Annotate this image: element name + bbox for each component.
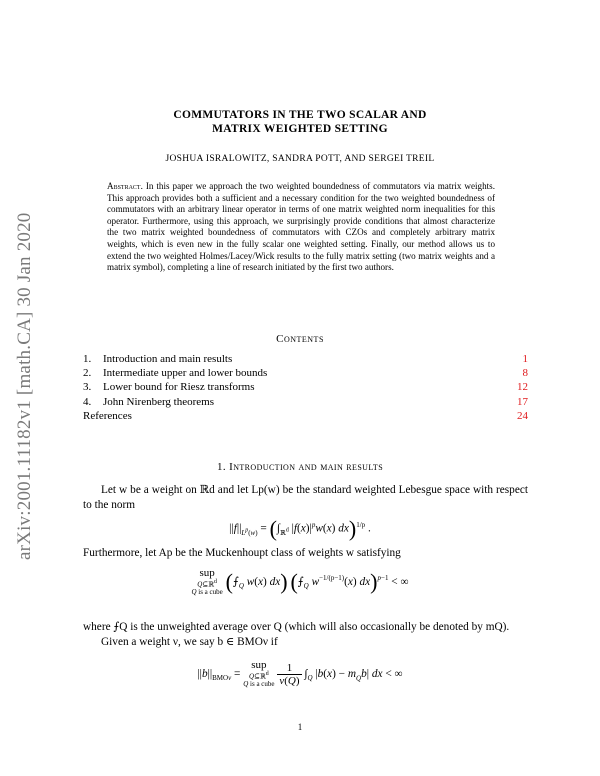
- toc-number: 2.: [83, 367, 92, 380]
- paragraph-average: where ⨍Q is the unweighted average over Q (which will also occasionally be denoted by mQ).: [83, 621, 510, 633]
- equation-weighted-norm: $||f||_{L^p(w)} = (\int_{ℝ^d}$ $|f(x)|^pw(x)$ dx)$^{1/p}$ .: [229, 516, 371, 541]
- toc-title: Lower bound for Riesz transforms: [103, 381, 255, 394]
- paragraph-weight-definition: Let w be a weight on ℝd and let Lp(w) be the standard weighted Lebesgue space with respect to the norm: [83, 484, 528, 511]
- toc-title: Intermediate upper and lower bounds: [103, 367, 268, 380]
- abstract-label: Abstract.: [107, 181, 143, 191]
- toc-page-link[interactable]: 24: [517, 409, 528, 422]
- toc-page-link[interactable]: 8: [522, 367, 528, 380]
- toc-number: 3.: [83, 381, 92, 394]
- toc-number: 1.: [83, 353, 92, 365]
- toc-page-link[interactable]: 17: [517, 395, 528, 408]
- table-of-contents: [83, 352, 528, 423]
- toc-row[interactable]: [83, 352, 528, 366]
- paper-title-line-1: COMMUTATORS IN THE TWO SCALAR AND: [173, 109, 427, 121]
- contents-heading: Contents: [276, 333, 324, 345]
- toc-row[interactable]: [83, 409, 528, 423]
- paragraph-bmo: Given a weight ν, we say b ∈ BMOν if: [101, 636, 278, 648]
- paragraph-muckenhoupt: Furthermore, let Ap be the Muckenhoupt class of weights w satisfying: [83, 547, 401, 559]
- toc-row[interactable]: [83, 366, 528, 380]
- toc-title: Introduction and main results: [103, 353, 233, 365]
- toc-row[interactable]: [83, 395, 528, 409]
- abstract-text: In this paper we approach the two weighted boundedness of commutators via matrix weights. This approach provides both a sufficient and a necessary condition for the two weighted boundedness of commutators with an arbitrary linear operator in terms of one matrix weighted norm inequalities for this operator. Furthermore, using this approach, we surprisingly provide conditions that almost characterize the two matrix weighted boundedness of commutators with CZOs and completely arbitrary matrix weights, which is even new in the fully scalar one weighted setting. Finally, our method allows us to extend the two weighted Holmes/Lacey/Wick results to the fully matrix setting (two matrix weights and a matrix symbol), completing a line of research initiated by the first two authors.: [107, 181, 495, 273]
- equation-bmo-norm: $||b||_{BMO\nu}$ = sup Q⊆ℝ$^d$ Q is a cube $\frac{1}{\nu(Q)}$ $\int_Q$ $|b(x) - m_Qb|$ dx < ∞: [197, 659, 403, 689]
- toc-page-link[interactable]: 1: [522, 353, 528, 365]
- arxiv-identifier: arXiv:2001.11182v1 [math.CA] 30 Jan 2020: [14, 212, 35, 560]
- toc-title: John Nirenberg theorems: [103, 395, 214, 408]
- abstract: [107, 181, 495, 274]
- section-heading: 1. Introduction and main results: [216, 461, 384, 473]
- toc-page-link[interactable]: 12: [517, 381, 528, 394]
- toc-title: References: [83, 409, 132, 422]
- toc-number: 4.: [83, 395, 92, 408]
- paper-title-line-2: MATRIX WEIGHTED SETTING: [212, 123, 388, 135]
- toc-row[interactable]: [83, 380, 528, 394]
- paper-authors: JOSHUA ISRALOWITZ, SANDRA POTT, AND SERGEI TREIL: [165, 154, 435, 164]
- page-number: 1: [297, 722, 303, 732]
- equation-ap-condition: sup Q⊆ℝ$^d$ Q is a cube ($⨍_Q$ w(x) dx) ($⨍_Q$ $w^{-1/(p-1)}(x) dx)^{p-1}$ < ∞: [191, 567, 409, 597]
